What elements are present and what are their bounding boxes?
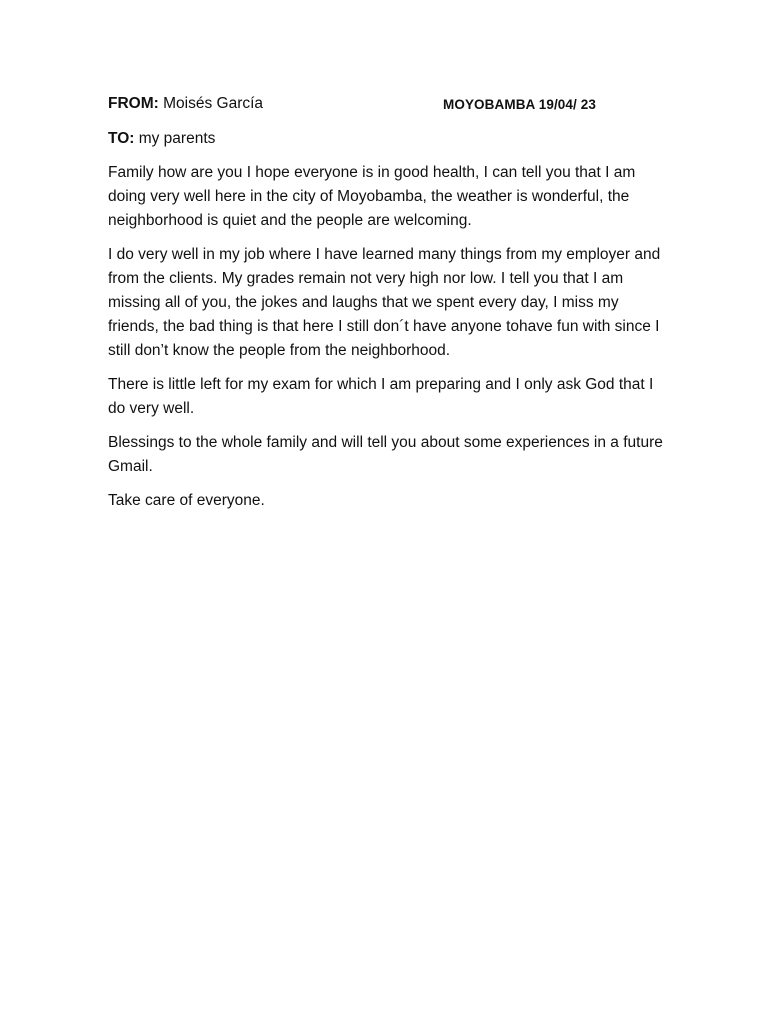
paragraph-exam: There is little left for my exam for which I am preparing and I only ask God that I do very well. — [108, 376, 654, 417]
paragraph-greeting: Family how are you I hope everyone is in good health, I can tell you that I am doing very well here in the city of Moyobamba, the weather is wonderful, the neighborhood is quiet and the people are welcoming. — [108, 164, 636, 229]
from-label: FROM: — [108, 95, 164, 112]
from-name: Moisés García — [163, 95, 264, 112]
paragraph-job: I do very well in my job where I have learned many things from my employer and from the clients. My grades remain not very high nor low. I tell you that I am missing all of you, the jokes and laughs that we spent every day, I miss my friends, the bad thing is that here I still don´t have anyone tohave fun with since I still don’t know the people from the neighborhood. — [108, 246, 661, 359]
to-label: TO: — [108, 130, 139, 147]
to-line — [108, 127, 668, 151]
to-name: my parents — [138, 130, 216, 147]
paragraph-blessings: Blessings to the whole family and will tell you about some experiences in a future Gmail. — [108, 434, 663, 475]
place-date: MOYOBAMBA 19/04/ 23 — [443, 97, 596, 112]
from-line — [108, 92, 668, 116]
letter-body — [108, 92, 668, 523]
paragraph-closing: Take care of everyone. — [108, 492, 265, 509]
